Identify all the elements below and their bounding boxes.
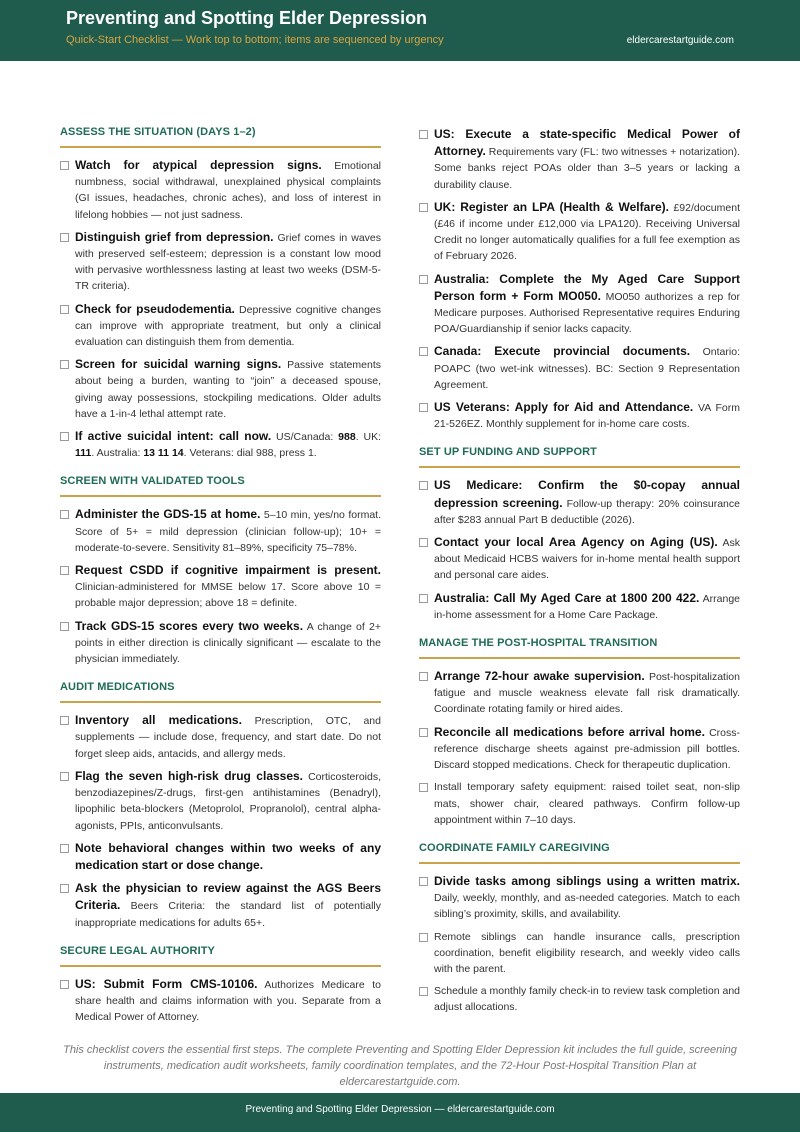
checklist-item: US: Execute a state-specific Medical Power of Attorney. Requirements vary (FL: two witnesses + notarization). Some banks reject POAs older than 3–5 years or lacking a durability clause. (419, 126, 740, 193)
page-footer (0, 1093, 800, 1132)
checklist-item: Australia: Complete the My Aged Care Support Person form + Form MO050. MO050 authorizes a rep for Medicare purposes. Authorised Representative requires Enduring POA/Guardianship if senior lacks capacity. (419, 271, 740, 338)
checklist-item: US Veterans: Apply for Aid and Attendance. VA Form 21-526EZ. Monthly supplement for in-home care costs. (419, 399, 740, 432)
checklist-item: Note behavioral changes within two weeks of any medication start or dose change. (60, 840, 381, 874)
section-title: ASSESS THE SITUATION (DAYS 1–2) (60, 126, 381, 148)
checkbox[interactable] (419, 203, 428, 212)
page-subtitle: Quick-Start Checklist — Work top to bottom; items are sequenced by urgency (66, 34, 444, 46)
checkbox[interactable] (60, 844, 69, 853)
checkbox[interactable] (419, 130, 428, 139)
checkbox[interactable] (419, 481, 428, 490)
checklist-item: Remote siblings can handle insurance calls, prescription coordination, benefit eligibility research, and weekly video calls with the parent. (419, 929, 740, 978)
crisis-number-uk: 111 (75, 447, 92, 460)
crisis-number-us: 988 (338, 431, 356, 444)
checkbox[interactable] (419, 403, 428, 412)
checklist-item: Ask the physician to review against the AGS Beers Criteria. Beers Criteria: the standard list of potentially inappropriate medications for adults 65+. (60, 880, 381, 931)
section-title: SET UP FUNDING AND SUPPORT (419, 446, 740, 468)
section-family (419, 842, 740, 1016)
checklist-item: Install temporary safety equipment: raised toilet seat, non-slip mats, shower chair, cleared pathways. Confirm follow-up appointment within 7–10 days. (419, 779, 740, 828)
page-header (0, 0, 800, 61)
checklist-item: UK: Register an LPA (Health & Welfare). £92/document (£46 if income under £12,000 via LPA120). Receiving Universal Credit no longer automatically qualifies for a full fee exemption as of February 2026. (419, 199, 740, 265)
checklist-item: Reconcile all medications before arrival home. Cross-reference discharge sheets against pre-admission pill bottles. Discard stopped medications. Check for therapeutic duplication. (419, 724, 740, 774)
left-column (60, 126, 381, 1039)
checkbox[interactable] (60, 432, 69, 441)
checkbox[interactable] (60, 360, 69, 369)
checkbox[interactable] (419, 987, 428, 996)
checkbox[interactable] (60, 716, 69, 725)
section-title: AUDIT MEDICATIONS (60, 681, 381, 703)
checkbox[interactable] (60, 510, 69, 519)
section-assess (60, 126, 381, 461)
checklist-item: Screen for suicidal warning signs. Passive statements about being a burden, wanting to “join” a deceased spouse, giving away possessions, stockpiling medications. Older adults have a 1-in-4 lethal attempt rate. (60, 356, 381, 422)
checklist-item: Schedule a monthly family check-in to review task completion and adjust allocations. (419, 983, 740, 1015)
checklist-item: Check for pseudodementia. Depressive cognitive changes can improve with appropriate treatment, but only a clinical evaluation can distinguish them from dementia. (60, 301, 381, 351)
checklist-item: Request CSDD if cognitive impairment is present. Clinician-administered for MMSE below 17. Score above 10 = probable major depression; above 18 = definite. (60, 562, 381, 612)
header-site-link[interactable]: eldercarestartguide.com (626, 35, 734, 46)
section-title: MANAGE THE POST-HOSPITAL TRANSITION (419, 637, 740, 659)
section-audit (60, 681, 381, 930)
checklist-item: Flag the seven high-risk drug classes. Corticosteroids, benzodiazepines/Z-drugs, first-gen antihistamines (Benadryl), lipophilic beta-blockers (Metoprolol, Propranolol), central alpha-agonists, PPIs, anticonvulsants. (60, 768, 381, 834)
checklist-item: Contact your local Area Agency on Aging (US). Ask about Medicaid HCBS waivers for in-home mental health support and personal care aides. (419, 534, 740, 584)
checkbox[interactable] (60, 161, 69, 170)
checkbox[interactable] (419, 275, 428, 284)
checkbox[interactable] (419, 347, 428, 356)
footer-text: Preventing and Spotting Elder Depression — eldercarestartguide.com (245, 1104, 555, 1115)
closing-note: This checklist covers the essential first steps. The complete Preventing and Spotting Elder Depression kit includes the full guide, screening instruments, medication audit worksheets, family coordination templates, and the 72-Hour Post-Hospital Transition Plan at eldercarestartguide.com. (63, 1044, 737, 1088)
checkbox[interactable] (419, 933, 428, 942)
checkbox[interactable] (60, 566, 69, 575)
checkbox[interactable] (419, 594, 428, 603)
checkbox[interactable] (60, 233, 69, 242)
section-transition (419, 637, 740, 828)
checkbox[interactable] (60, 980, 69, 989)
checkbox[interactable] (60, 772, 69, 781)
checkbox[interactable] (60, 884, 69, 893)
checkbox[interactable] (60, 622, 69, 631)
crisis-number-au: 13 11 14 (143, 447, 184, 460)
checklist-item: Administer the GDS-15 at home. 5–10 min, yes/no format. Score of 5+ = mild depression (clinician follow-up); 10+ = moderate-to-severe. Sensitivity 81–89%, specificity 75–78%. (60, 506, 381, 556)
checkbox[interactable] (419, 783, 428, 792)
checklist-item: Divide tasks among siblings using a written matrix. Daily, weekly, monthly, and as-needed categories. Match to each sibling’s proximity, skills, and availability. (419, 873, 740, 923)
checklist-item-crisis-lines: If active suicidal intent: call now. US/Canada: 988. UK: 111. Australia: 13 11 14. Veterans: dial 988, press 1. (60, 428, 381, 461)
checkbox[interactable] (60, 305, 69, 314)
section-legal (60, 945, 381, 1026)
checklist-item: US Medicare: Confirm the $0-copay annual depression screening. Follow-up therapy: 20% coinsurance after $283 annual Part B deductible (2026). (419, 477, 740, 528)
checkbox[interactable] (419, 877, 428, 886)
section-title: SCREEN WITH VALIDATED TOOLS (60, 475, 381, 497)
checkbox[interactable] (419, 538, 428, 547)
checklist-item: Track GDS-15 scores every two weeks. A change of 2+ points in either direction is clinically significant — escalate to the physician immediately. (60, 618, 381, 668)
checklist-item: Distinguish grief from depression. Grief comes in waves with preserved self-esteem; depression is a constant low mood with pervasive worthlessness lasting at least two weeks (DSM-5-TR criteria). (60, 229, 381, 295)
page-title: Preventing and Spotting Elder Depression (66, 8, 428, 28)
checklist-item: Arrange 72-hour awake supervision. Post-hospitalization fatigue and muscle weakness elevate fall risk dramatically. Coordinate rotating family or hired aides. (419, 668, 740, 718)
checklist-item: Australia: Call My Aged Care at 1800 200 422. Arrange in-home assessment for a Home Care Package. (419, 590, 740, 623)
checkbox[interactable] (419, 672, 428, 681)
checklist-item: Inventory all medications. Prescription, OTC, and supplements — include dose, frequency, and start date. Do not forget sleep aids, antacids, and allergy meds. (60, 712, 381, 762)
section-funding (419, 446, 740, 623)
section-screen (60, 475, 381, 667)
section-legal-continued (419, 126, 740, 432)
checklist-item: Canada: Execute provincial documents. Ontario: POAPC (two wet-ink witnesses). BC: Section 9 Representation Agreement. (419, 343, 740, 393)
section-title: SECURE LEGAL AUTHORITY (60, 945, 381, 967)
checklist-item: Watch for atypical depression signs. Emotional numbness, social withdrawal, unexplained physical complaints (GI issues, headaches, chronic aches), and loss of interest in lifelong hobbies — not just sadness. (60, 157, 381, 223)
right-column (419, 126, 740, 1030)
section-title: COORDINATE FAMILY CAREGIVING (419, 842, 740, 864)
checklist-item: US: Submit Form CMS-10106. Authorizes Medicare to share health and claims information with you. Separate from a Medical Power of Attorney. (60, 976, 381, 1026)
checkbox[interactable] (419, 728, 428, 737)
